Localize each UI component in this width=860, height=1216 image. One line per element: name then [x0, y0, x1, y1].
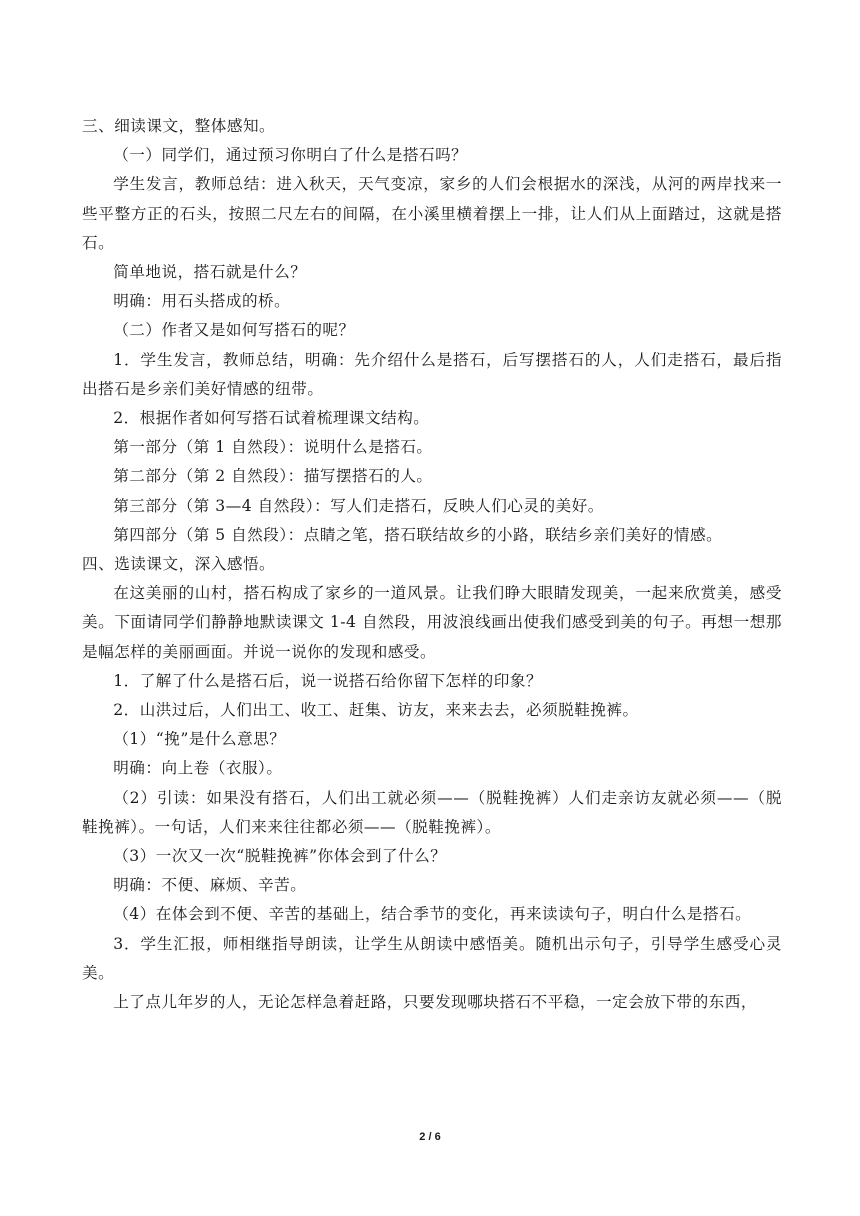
paragraph: （3）一次又一次“脱鞋挽裤”你体会到了什么？	[113, 847, 447, 866]
paragraph: 学生发言，教师总结：进入秋天，天气变凉，家乡的人们会根据水的深浅，从河的两岸找来一些平整方正的石头，按照二尺左右的间隔，在小溪里横着摆上一排，让人们从上面踏过，这就是搭石。	[82, 175, 782, 252]
section-heading-3: 三、细读课文，整体感知。	[82, 117, 276, 135]
paragraph: 第一部分（第 1 自然段）：说明什么是搭石。	[113, 438, 433, 457]
paragraph: （一）同学们，通过预习你明白了什么是搭石吗？	[113, 146, 468, 165]
paragraph: 2．山洪过后，人们出工、收工、赶集、访友，来来去去，必须脱鞋挽裤。	[113, 701, 639, 720]
paragraph: 简单地说，搭石就是什么？	[113, 263, 307, 282]
paragraph: 明确：用石头搭成的桥。	[113, 292, 291, 311]
paragraph: 3．学生汇报，师相继指导朗读，让学生从朗读中感悟美。随机出示句子，引导学生感受心灵美。	[82, 934, 782, 982]
paragraph: 2．根据作者如何写搭石试着梳理课文结构。	[113, 409, 430, 428]
document-body	[82, 112, 782, 1017]
paragraph: 明确：向上卷（衣服）。	[113, 759, 283, 778]
paragraph: 明确：不便、麻烦、辛苦。	[113, 876, 307, 895]
paragraph: 在这美丽的山村，搭石构成了家乡的一道风景。让我们睁大眼睛发现美，一起来欣赏美，感受美。下面请同学们静静地默读课文 1-4 自然段，用波浪线画出使我们感受到美的句子。再想一想那是幅怎样的美丽画面。并说一说你的发现和感受。	[82, 584, 782, 661]
paragraph: 上了点儿年岁的人，无论怎样急着赶路，只要发现哪块搭石不平稳，一定会放下带的东西，	[113, 993, 757, 1012]
paragraph: 第四部分（第 5 自然段）：点睛之笔，搭石联结故乡的小路，联结乡亲们美好的情感。	[113, 525, 723, 544]
paragraph: （1）“挽”是什么意思？	[113, 730, 286, 749]
section-heading-4: 四、选读课文，深入感悟。	[82, 555, 276, 574]
paragraph: 第二部分（第 2 自然段）：描写摆搭石的人。	[113, 467, 433, 486]
page-number: 2 / 6	[419, 1131, 441, 1143]
paragraph: （4）在体会到不便、辛苦的基础上，结合季节的变化，再来读读句子，明白什么是搭石。	[113, 905, 752, 924]
paragraph: （2）引读：如果没有搭石，人们出工就必须——（脱鞋挽裤）人们走亲访友就必须——（脱鞋挽裤）。一句话，人们来来往往都必须——（脱鞋挽裤）。	[82, 788, 782, 836]
paragraph: （二）作者又是如何写搭石的呢？	[113, 321, 355, 340]
paragraph: 1．了解了什么是搭石后，说一说搭石给你留下怎样的印象？	[113, 671, 543, 690]
paragraph: 第三部分（第 3—4 自然段）：写人们走搭石，反映人们心灵的美好。	[113, 496, 604, 515]
paragraph: 1．学生发言，教师总结，明确：先介绍什么是搭石，后写摆搭石的人，人们走搭石，最后指出搭石是乡亲们美好情感的纽带。	[82, 350, 782, 398]
